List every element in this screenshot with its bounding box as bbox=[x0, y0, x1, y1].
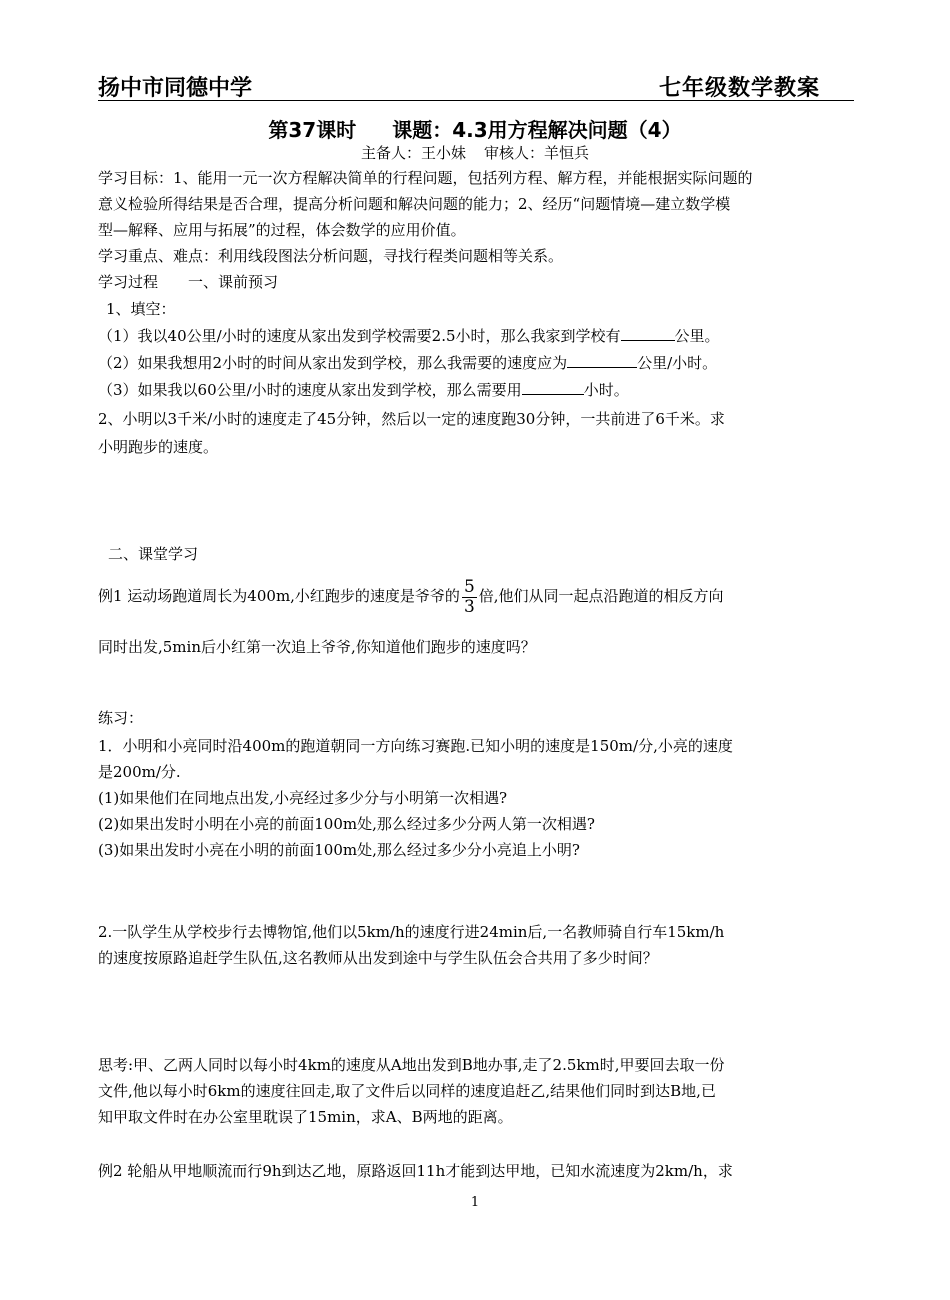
practice-1-line-2: 是200m/分. bbox=[98, 763, 181, 781]
answer-blank-3[interactable] bbox=[522, 379, 584, 395]
fill-question-1-unit: 公里。 bbox=[674, 327, 720, 345]
objectives-line-2: 意义检验所得结果是否合理，提高分析问题和解决问题的能力；2、经历“问题情境—建立数学模 bbox=[98, 195, 731, 213]
authors-line bbox=[0, 142, 950, 163]
think-line-2: 文件,他以每小时6km的速度往回走,取了文件后以同样的速度追赶乙,结果他们同时到达B地,已 bbox=[98, 1082, 716, 1100]
process-heading bbox=[98, 271, 278, 293]
fill-question-2-text: （2）如果我想用2小时的时间从家出发到学校，那么我需要的速度应为 bbox=[98, 354, 568, 372]
objectives-line-1: 学习目标：1、能用一元一次方程解决简单的行程问题，包括列方程、解方程，并能根据实际问题的 bbox=[98, 169, 753, 187]
answer-blank-1[interactable] bbox=[621, 325, 675, 341]
practice-1-question-3: (3)如果出发时小亮在小明的前面100m处,那么经过多少分小亮追上小明? bbox=[98, 841, 580, 859]
fraction-denominator: 3 bbox=[463, 596, 475, 617]
example-1-line-2: 同时出发,5min后小红第一次追上爷爷,你知道他们跑步的速度吗？ bbox=[98, 638, 536, 656]
section-1-heading: 一、课前预习 bbox=[188, 273, 279, 291]
process-label: 学习过程 bbox=[98, 273, 159, 291]
preview-question-2-line-1: 2、小明以3千米/小时的速度走了45分钟，然后以一定的速度跑30分钟，一共前进了6千米。求 bbox=[98, 410, 725, 428]
lesson-title bbox=[0, 114, 950, 143]
section-2-heading: 二、课堂学习 bbox=[108, 545, 199, 563]
fill-question-2 bbox=[98, 352, 717, 374]
preparer: 主备人：王小妹 bbox=[360, 144, 466, 162]
fraction-numerator: 5 bbox=[463, 576, 475, 597]
reviewer: 审核人：羊恒兵 bbox=[484, 144, 590, 162]
fraction-five-thirds bbox=[462, 578, 477, 617]
practice-2-line-2: 的速度按原路追赶学生队伍,这名教师从出发到途中与学生队伍会合共用了多少时间？ bbox=[98, 949, 658, 967]
think-line-1: 思考:甲、乙两人同时以每小时4km的速度从A地出发到B地办事,走了2.5km时,甲要回去取一份 bbox=[98, 1056, 725, 1074]
lesson-number: 第37课时 bbox=[268, 118, 357, 142]
page-number: 1 bbox=[470, 1195, 480, 1210]
example-1-line-1 bbox=[98, 575, 724, 617]
document-type: 七年级数学教案 bbox=[658, 76, 820, 101]
preview-question-2-line-2: 小明跑步的速度。 bbox=[98, 438, 219, 456]
practice-1-line-1: 1．小明和小亮同时沿400m的跑道朝同一方向练习赛跑.已知小明的速度是150m/分,小亮的速度 bbox=[98, 737, 733, 755]
example-2-line-1: 例2 轮船从甲地顺流而行9h到达乙地，原路返回11h才能到达甲地，已知水流速度为2km/h，求 bbox=[98, 1162, 733, 1180]
example-1-text-continued: 倍,他们从同一起点沿跑道的相反方向 bbox=[478, 587, 724, 605]
fill-question-3-text: （3）如果我以60公里/小时的速度从家出发到学校，那么需要用 bbox=[98, 381, 522, 399]
practice-label: 练习： bbox=[98, 709, 144, 727]
fill-question-1-text: （1）我以40公里/小时的速度从家出发到学校需要2.5小时，那么我家到学校有 bbox=[98, 327, 621, 345]
practice-2-line-1: 2.一队学生从学校步行去博物馆,他们以5km/h的速度行进24min后,一名教师骑自行车15km/h bbox=[98, 923, 725, 941]
example-1-text: 例1 运动场跑道周长为400m,小红跑步的速度是爷爷的 bbox=[98, 587, 460, 605]
lesson-topic: 课题：4.3用方程解决问题（4） bbox=[392, 118, 682, 142]
practice-1-question-1: (1)如果他们在同地点出发,小亮经过多少分与小明第一次相遇? bbox=[98, 789, 508, 807]
think-line-3: 知甲取文件时在办公室里耽误了15min，求A、B两地的距离。 bbox=[98, 1108, 513, 1126]
fill-question-3-unit: 小时。 bbox=[583, 381, 629, 399]
fill-question-1 bbox=[98, 325, 720, 347]
key-points: 学习重点、难点：利用线段图法分析问题，寻找行程类问题相等关系。 bbox=[98, 247, 564, 265]
fill-question-3 bbox=[98, 379, 629, 401]
fill-in-title: 1、填空： bbox=[106, 300, 176, 318]
practice-1-question-2: (2)如果出发时小明在小亮的前面100m处,那么经过多少分两人第一次相遇? bbox=[98, 815, 595, 833]
school-name: 扬中市同德中学 bbox=[98, 76, 253, 101]
objectives-line-3: 型—解释、应用与拓展”的过程，体会数学的应用价值。 bbox=[98, 221, 466, 239]
fill-question-2-unit: 公里/小时。 bbox=[637, 354, 718, 372]
answer-blank-2[interactable] bbox=[567, 352, 637, 368]
page-header bbox=[98, 68, 854, 101]
